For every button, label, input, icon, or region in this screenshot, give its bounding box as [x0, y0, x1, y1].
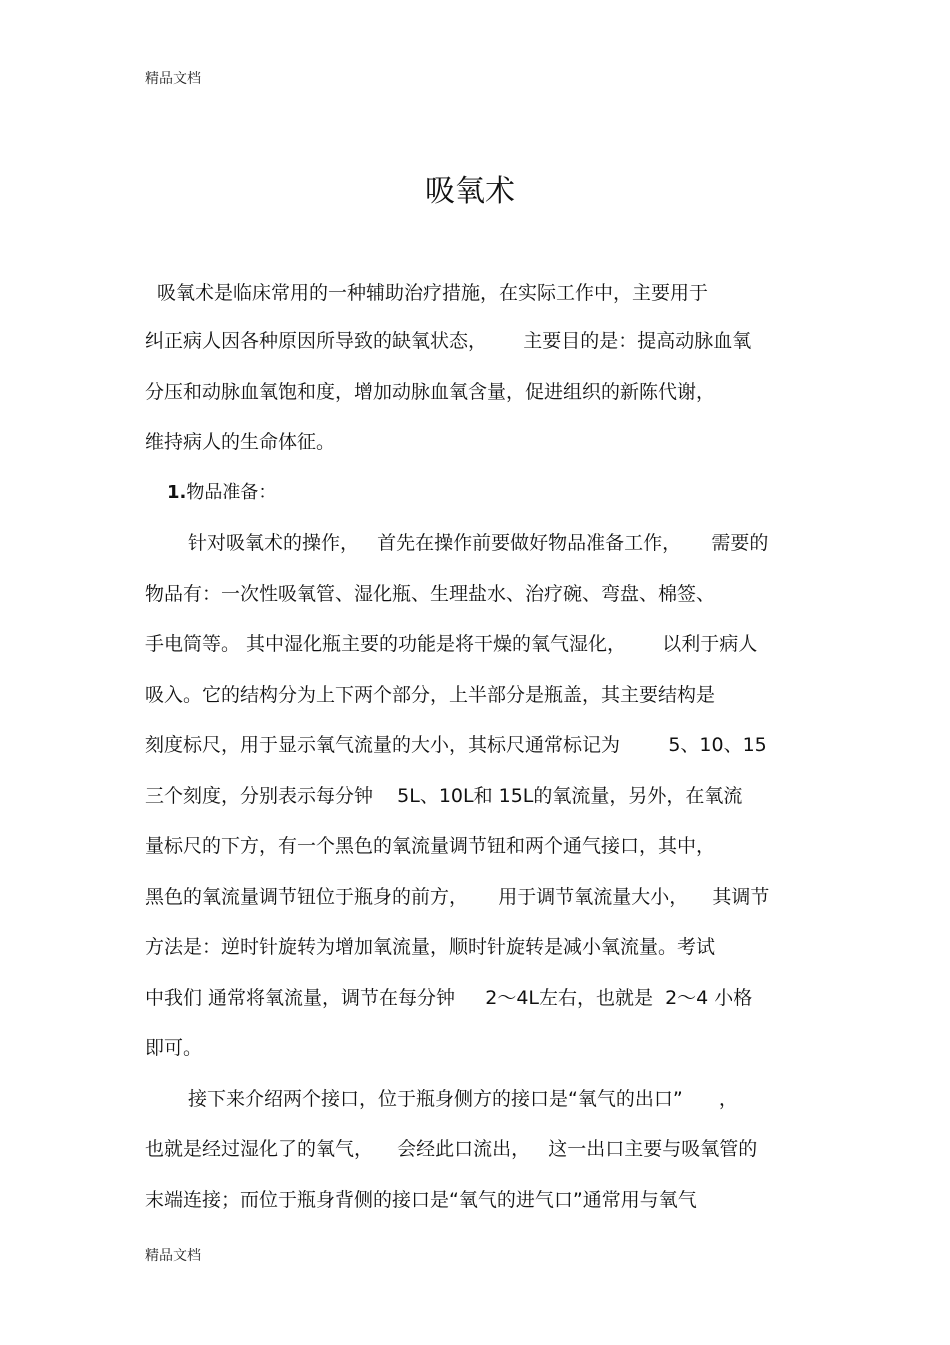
- section-heading: [145, 468, 825, 519]
- document-title: 吸氧术: [425, 174, 515, 209]
- paragraph-line: 即可。: [145, 1037, 203, 1059]
- section-heading-text: 物品准备：: [186, 481, 277, 503]
- paragraph-line: 末端连接；而位于瓶身背侧的接口是“氧气的进气口”通常用与氧气: [145, 1188, 697, 1211]
- paragraph-line: 方法是：逆时针旋转为增加氧流量，顺时针旋转是减小氧流量。考试: [145, 936, 716, 958]
- header-watermark: 精品文档: [145, 71, 201, 87]
- document-body: [145, 270, 825, 1225]
- intro-line: 纠正病人因各种原因所导致的缺氧状态， 主要目的是：提高动脉血氧: [145, 330, 752, 352]
- intro-line: 维持病人的生命体征。: [145, 431, 336, 453]
- paragraph-line: 三个刻度，分别表示每分钟 5L、10L和 15L的氧流量，另外，在氧流: [145, 784, 743, 807]
- paragraph-line: 中我们 通常将氧流量，调节在每分钟 2～4L左右，也就是 2～4 小格: [145, 986, 753, 1009]
- paragraph-line: 针对吸氧术的操作， 首先在操作前要做好物品准备工作， 需要的: [188, 532, 769, 554]
- paragraph-line: 黑色的氧流量调节钮位于瓶身的前方， 用于调节氧流量大小， 其调节: [145, 885, 770, 908]
- intro-line: 分压和动脉血氧饱和度，增加动脉血氧含量，促进组织的新陈代谢，: [145, 380, 716, 403]
- paragraph-line: 手电筒等。 其中湿化瓶主要的功能是将干燥的氧气湿化， 以利于病人: [145, 633, 758, 655]
- paragraph-line: 也就是经过湿化了的氧气， 会经此口流出， 这一出口主要与吸氧管的: [145, 1138, 758, 1160]
- paragraph-line: 吸入。它的结构分为上下两个部分，上半部分是瓶盖，其主要结构是: [145, 683, 716, 706]
- paragraph-line: 接下来介绍两个接口，位于瓶身侧方的接口是“氧气的出口” ，: [188, 1087, 738, 1110]
- intro-line: 吸氧术是临床常用的一种辅助治疗措施，在实际工作中，主要用于: [157, 282, 709, 304]
- footer-watermark: 精品文档: [145, 1248, 201, 1264]
- section-number: 1.: [167, 481, 187, 503]
- paragraph-line: 物品有：一次性吸氧管、湿化瓶、生理盐水、治疗碗、弯盘、棉签、: [145, 582, 716, 605]
- paragraph-line: 刻度标尺，用于显示氧气流量的大小，其标尺通常标记为 5、10、15: [145, 734, 767, 756]
- paragraph-line: 量标尺的下方，有一个黑色的氧流量调节钮和两个通气接口，其中，: [145, 835, 716, 857]
